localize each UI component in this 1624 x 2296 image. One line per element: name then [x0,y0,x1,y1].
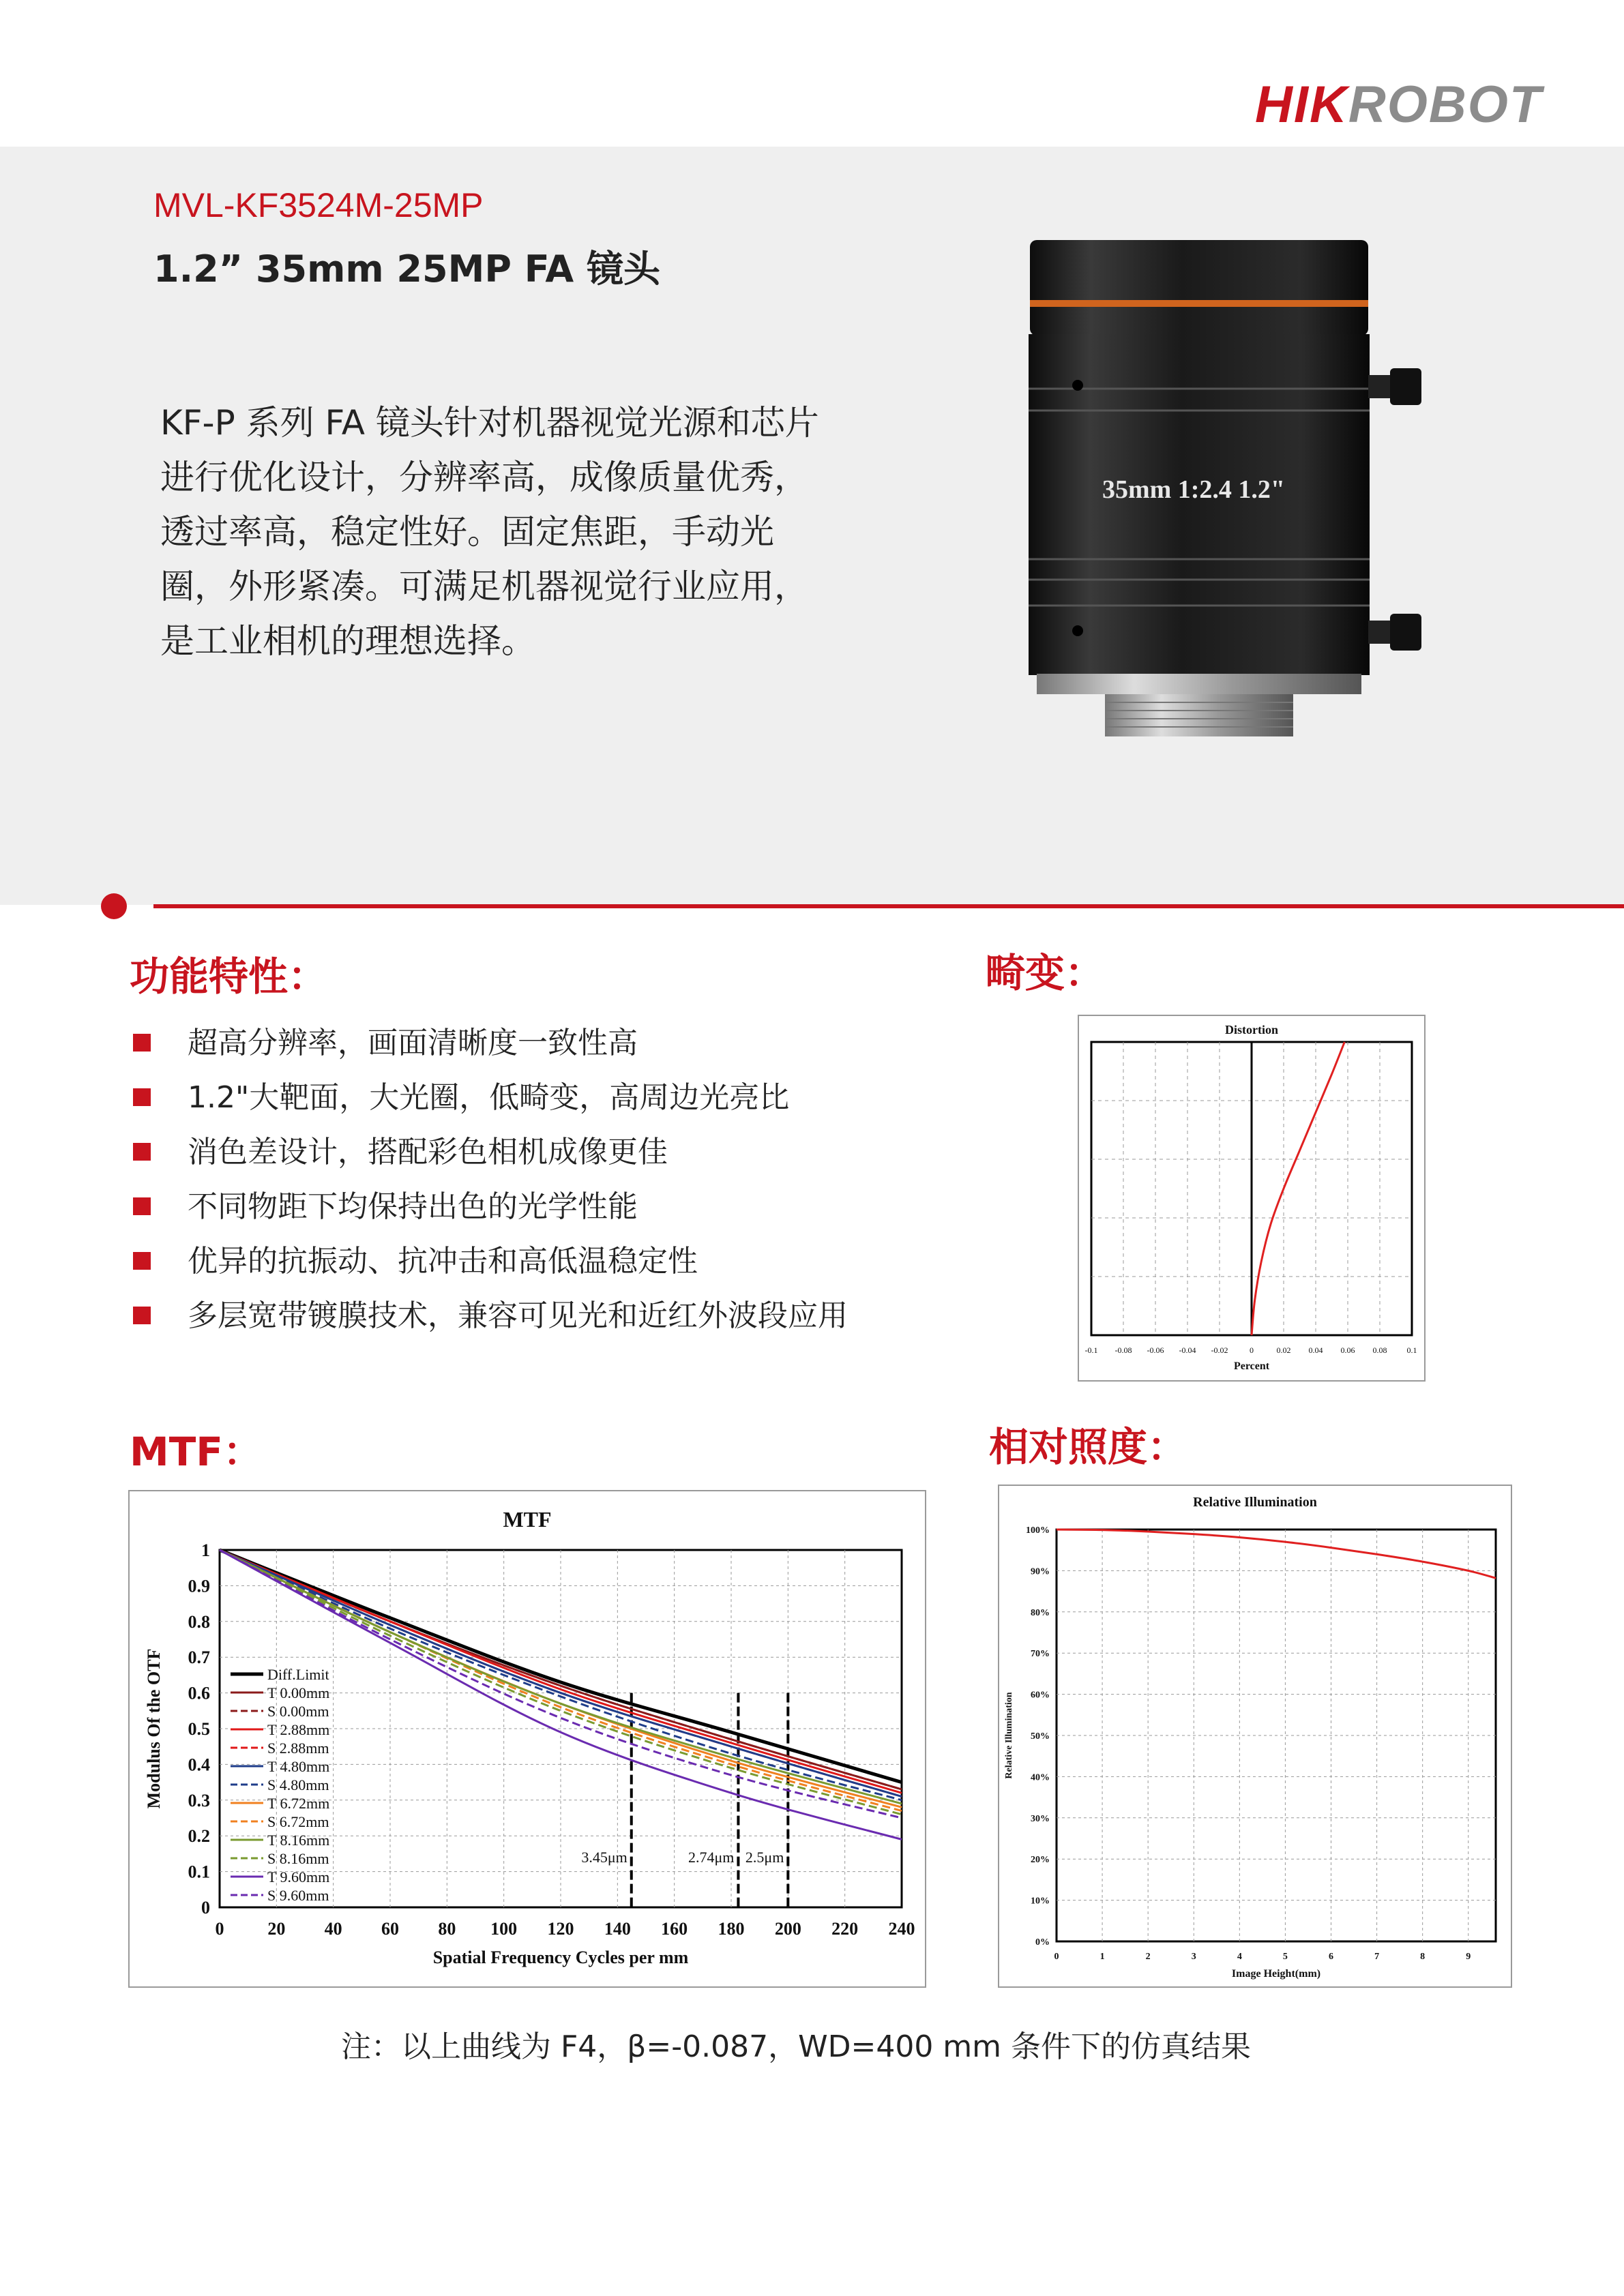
legend-label: S 8.16mm [267,1850,329,1867]
bullet-square-icon [133,1088,151,1106]
y-tick-label: 10% [1031,1896,1050,1907]
y-tick-label: 40% [1031,1772,1050,1783]
x-tick-label: 40 [324,1919,342,1939]
feature-item: 1.2"大靶面，大光圈，低畸变，高周边光亮比 [130,1071,989,1125]
x-tick-label: -0.04 [1179,1345,1196,1355]
mtf-title-text: MTF [503,1507,552,1532]
lens-screw-hole-bottom [1072,625,1083,636]
y-tick-label: 70% [1031,1649,1050,1660]
y-tick-label: 0.7 [188,1648,210,1668]
hikrobot-logo [1255,75,1542,134]
y-tick-label: 1 [201,1540,210,1560]
legend-label: S 9.60mm [267,1887,329,1904]
lens-orange-band [1030,300,1368,307]
x-tick-label: 8 [1420,1952,1426,1962]
distortion-chart [1078,1015,1426,1382]
logo-hik: HIK [1255,76,1348,134]
legend-label: T 9.60mm [267,1868,330,1885]
feature-item: 超高分辨率，画面清晰度一致性高 [130,1016,989,1071]
y-tick-label: 90% [1031,1566,1050,1577]
legend-label: S 6.72mm [267,1813,329,1830]
pixel-size-label: 2.5μm [745,1849,784,1866]
y-tick-label: 0.4 [188,1755,210,1775]
legend-label: T 4.80mm [267,1758,330,1775]
y-tick-label: 60% [1031,1690,1050,1701]
bullet-square-icon [133,1034,151,1052]
x-tick-label: 0.04 [1308,1345,1323,1355]
legend-label: Diff.Limit [267,1666,329,1683]
x-tick-label: 2 [1145,1952,1151,1962]
bullet-square-icon [133,1252,151,1270]
x-tick-label: 20 [267,1919,286,1939]
product-subtitle: 1.2” 35mm 25MP FA 镜头 [153,248,660,290]
distortion-title-text: Distortion [1225,1023,1278,1037]
legend-label: S 0.00mm [267,1703,329,1720]
x-tick-label: 0 [1250,1345,1254,1355]
x-tick-label: 4 [1237,1952,1242,1962]
lens-thumbscrew-top [1390,368,1421,405]
x-tick-label: 5 [1282,1952,1288,1962]
x-axis-label: Spatial Frequency Cycles per mm [432,1948,689,1967]
x-tick-label: 100 [490,1919,518,1939]
legend-label: S 2.88mm [267,1740,329,1757]
y-tick-label: 0.1 [188,1862,210,1882]
x-tick-label: 180 [718,1919,745,1939]
legend-label: T 6.72mm [267,1795,330,1812]
illumination-title: 相对照度： [989,1424,1187,1470]
x-tick-label: 160 [661,1919,688,1939]
feature-item: 多层宽带镀膜技术，兼容可见光和近红外波段应用 [130,1289,989,1343]
feature-item: 不同物距下均保持出色的光学性能 [130,1180,989,1234]
relative-illumination-chart [998,1485,1512,1988]
x-tick-label: 1 [1099,1952,1105,1962]
y-axis-label: Modulus Of the OTF [144,1648,164,1809]
x-tick-label: 0.1 [1406,1345,1417,1355]
x-tick-label: 9 [1466,1952,1471,1962]
simulation-note: 注：以上曲线为 F4，β=-0.087，WD=400 mm 条件下的仿真结果 [341,2029,1252,2064]
y-tick-label: 0.6 [188,1683,210,1703]
product-description: KF-P 系列 FA 镜头针对机器视觉光源和芯片进行优化设计，分辨率高，成像质量优秀，透过率高，稳定性好。固定焦距，手动光圈，外形紧凑。可满足机器视觉行业应用，是工业相机的理想选择。 [160,403,819,661]
pixel-size-label: 2.74μm [688,1849,735,1866]
y-tick-label: 50% [1031,1731,1050,1742]
x-tick-label: 80 [438,1919,456,1939]
lens-mount-ring [1037,674,1361,694]
section-divider [153,904,1624,908]
y-tick-label: 20% [1031,1855,1050,1866]
model-number: MVL-KF3524M-25MP [153,186,484,224]
x-tick-label: 0.06 [1340,1345,1355,1355]
x-tick-label: 140 [604,1919,631,1939]
y-tick-label: 0% [1035,1937,1050,1948]
mtf-title: MTF： [130,1429,263,1475]
x-tick-label: -0.02 [1211,1345,1228,1355]
pixel-size-label: 3.45μm [581,1849,628,1866]
y-tick-label: 30% [1031,1813,1050,1824]
legend-label: T 8.16mm [267,1832,330,1849]
x-tick-label: 3 [1191,1952,1196,1962]
y-tick-label: 0.8 [188,1611,210,1632]
y-tick-label: 0.5 [188,1719,210,1739]
x-tick-label: 0 [215,1919,224,1939]
y-tick-label: 0.2 [188,1826,210,1847]
x-tick-label: 60 [381,1919,399,1939]
ri-title-text: Relative Illumination [1193,1495,1317,1510]
feature-list [130,1016,989,1343]
x-tick-label: -0.1 [1084,1345,1098,1355]
x-tick-label: 0.08 [1372,1345,1387,1355]
y-tick-label: 100% [1026,1525,1050,1536]
x-tick-label: -0.06 [1147,1345,1164,1355]
legend-label: T 0.00mm [267,1684,330,1701]
feature-item: 消色差设计，搭配彩色相机成像更佳 [130,1125,989,1180]
lens-mount-thread [1105,694,1293,736]
x-tick-label: 0.02 [1276,1345,1291,1355]
lens-front-ring [1030,240,1368,336]
y-tick-label: 0 [201,1898,210,1918]
y-tick-label: 0.3 [188,1790,210,1810]
x-tick-label: 120 [547,1919,574,1939]
x-tick-label: 200 [774,1919,801,1939]
features-title: 功能特性： [130,953,328,1000]
x-tick-label: 6 [1329,1952,1333,1962]
divider-dot [101,893,127,919]
legend-label: T 2.88mm [267,1721,330,1738]
y-tick-label: 0.9 [188,1576,210,1596]
lens-screw-hole-top [1072,380,1083,391]
x-tick-label: -0.08 [1114,1345,1132,1355]
y-tick-label: 80% [1031,1607,1050,1618]
bullet-square-icon [133,1143,151,1161]
x-axis-label: Image Height(mm) [1231,1968,1321,1980]
x-tick-label: 240 [888,1919,915,1939]
lens-thumbscrew-bottom [1390,614,1421,651]
feature-item: 优异的抗振动、抗冲击和高低温稳定性 [130,1234,989,1289]
bullet-square-icon [133,1197,151,1215]
x-tick-label: 220 [831,1919,859,1939]
lens-illustration [1003,232,1439,764]
logo-robot: ROBOT [1348,76,1543,134]
x-tick-label: 0 [1054,1952,1059,1962]
x-axis-label: Percent [1233,1360,1270,1372]
bullet-square-icon [133,1307,151,1324]
distortion-title: 畸变： [986,950,1105,996]
legend-label: S 4.80mm [267,1776,329,1793]
x-tick-label: 7 [1374,1952,1380,1962]
y-axis-label: Relative Illumination [1004,1692,1014,1779]
lens-marking: 35mm 1:2.4 1.2" [1102,475,1286,504]
mtf-chart [128,1490,926,1988]
